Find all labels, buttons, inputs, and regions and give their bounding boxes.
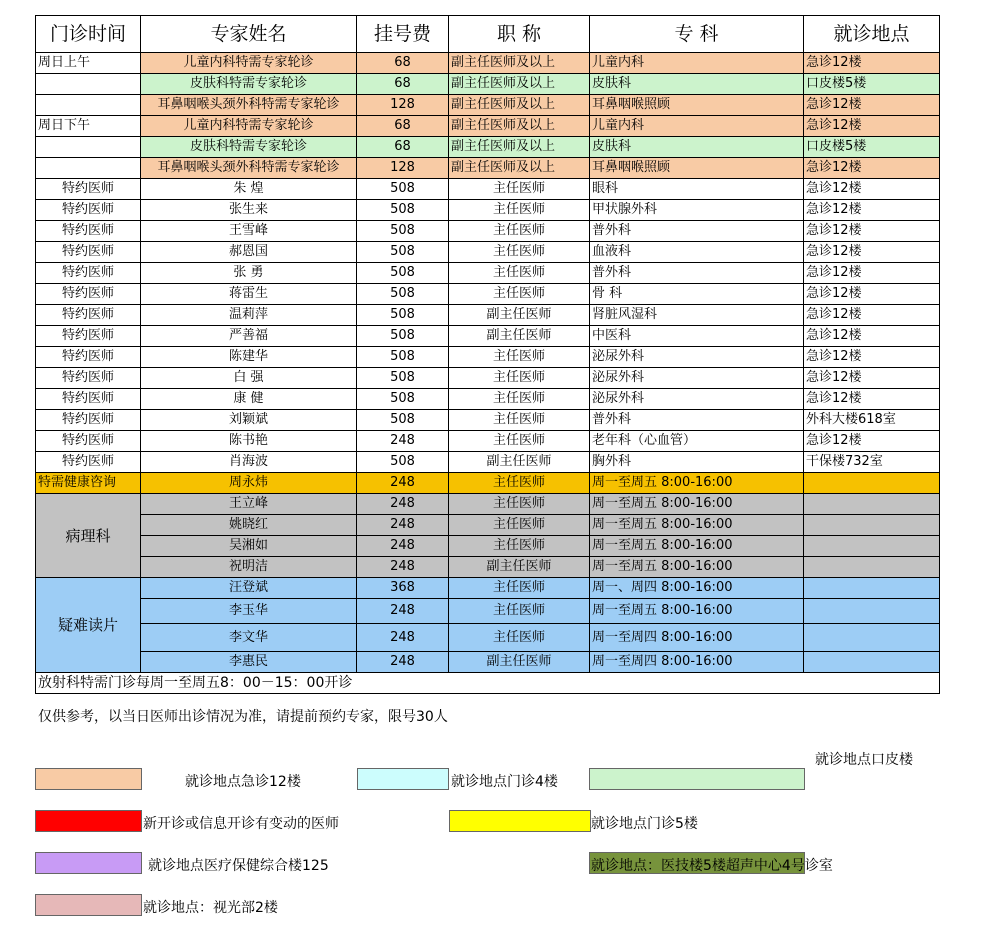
cell-fee: 508 [357,221,449,242]
cell-title: 主任医师 [449,473,590,494]
legend-label: 就诊地点口皮楼 [815,752,913,768]
cell-name: 李文华 [141,624,357,652]
table-row [36,179,940,200]
cell-dept: 耳鼻咽喉照顾 [590,158,804,179]
header-row [36,16,940,53]
cell-time: 特约医师 [36,452,141,473]
cell-dept: 普外科 [590,263,804,284]
cell-name: 耳鼻咽喉头颈外科特需专家轮诊 [141,95,357,116]
cell-title: 副主任医师 [449,326,590,347]
header-fee: 挂号费 [357,16,449,53]
cell-location [804,515,940,536]
cell-name: 祝明洁 [141,557,357,578]
cell-dept: 老年科（心血管） [590,431,804,452]
cell-name: 吴湘如 [141,536,357,557]
cell-name: 周永炜 [141,473,357,494]
cell-dept: 胸外科 [590,452,804,473]
cell-name: 肖海波 [141,452,357,473]
cell-location: 干保楼732室 [804,452,940,473]
cell-location: 急诊12楼 [804,221,940,242]
table-row [36,431,940,452]
cell-time: 特约医师 [36,431,141,452]
cell-title: 主任医师 [449,494,590,515]
cell-dept: 周一至周五 8:00-16:00 [590,599,804,624]
cell-location [804,652,940,673]
cell-name: 李惠民 [141,652,357,673]
cell-title: 主任医师 [449,536,590,557]
cell-title: 主任医师 [449,263,590,284]
table-row [36,536,940,557]
header-dept: 专 科 [590,16,804,53]
cell-title: 主任医师 [449,578,590,599]
cell-title: 副主任医师及以上 [449,74,590,95]
cell-name: 耳鼻咽喉头颈外科特需专家轮诊 [141,158,357,179]
cell-fee: 248 [357,599,449,624]
legend-swatch [35,852,142,874]
table-row [36,221,940,242]
table-row [36,242,940,263]
cell-time: 周日下午 [36,116,141,137]
cell-location: 口皮楼5楼 [804,137,940,158]
cell-time: 周日上午 [36,53,141,74]
cell-title: 副主任医师及以上 [449,116,590,137]
cell-fee: 248 [357,557,449,578]
cell-dept: 骨 科 [590,284,804,305]
cell-location: 急诊12楼 [804,158,940,179]
cell-location: 外科大楼618室 [804,410,940,431]
cell-fee: 68 [357,137,449,158]
table-row [36,53,940,74]
table-row [36,116,940,137]
cell-fee: 368 [357,578,449,599]
cell-location [804,578,940,599]
table-row [36,347,940,368]
cell-name: 李玉华 [141,599,357,624]
cell-title: 主任医师 [449,200,590,221]
cell-fee: 508 [357,284,449,305]
cell-title: 副主任医师 [449,652,590,673]
cell-time: 特约医师 [36,326,141,347]
table-row [36,557,940,578]
cell-location: 急诊12楼 [804,53,940,74]
legend-label: 就诊地点：医技楼5楼超声中心4号诊室 [591,858,833,874]
header-time: 门诊时间 [36,16,141,53]
cell-name: 王立峰 [141,494,357,515]
legend-label: 就诊地点门诊4楼 [451,774,558,790]
cell-fee: 508 [357,179,449,200]
cell-dept: 皮肤科 [590,74,804,95]
cell-name: 皮肤科特需专家轮诊 [141,137,357,158]
cell-title: 主任医师 [449,624,590,652]
cell-location: 急诊12楼 [804,326,940,347]
legend-swatch [589,768,805,790]
legend-swatch [35,810,142,832]
cell-dept: 耳鼻咽喉照顾 [590,95,804,116]
legend-label: 就诊地点：视光部2楼 [143,900,278,916]
cell-location [804,494,940,515]
cell-title: 副主任医师及以上 [449,137,590,158]
cell-time: 特约医师 [36,221,141,242]
cell-fee: 248 [357,431,449,452]
cell-time: 特约医师 [36,410,141,431]
cell-dept: 周一至周四 8:00-16:00 [590,624,804,652]
legend-label: 就诊地点医疗保健综合楼125 [148,858,329,874]
cell-dept: 肾脏风湿科 [590,305,804,326]
cell-dept: 眼科 [590,179,804,200]
cell-dept: 泌尿外科 [590,368,804,389]
cell-fee: 508 [357,389,449,410]
cell-fee: 508 [357,347,449,368]
cell-dept: 普外科 [590,221,804,242]
cell-name: 蒋雷生 [141,284,357,305]
table-row [36,515,940,536]
table-row [36,578,940,599]
cell-time: 特约医师 [36,179,141,200]
cell-location: 急诊12楼 [804,116,940,137]
cell-dept: 血液科 [590,242,804,263]
cell-time: 特约医师 [36,347,141,368]
table-row [36,284,940,305]
cell-location: 急诊12楼 [804,305,940,326]
cell-title: 主任医师 [449,221,590,242]
cell-location: 急诊12楼 [804,431,940,452]
cell-dept: 中医科 [590,326,804,347]
table-row [36,74,940,95]
legend-label: 就诊地点急诊12楼 [185,774,301,790]
cell-name: 皮肤科特需专家轮诊 [141,74,357,95]
legend-swatch [449,810,591,832]
cell-fee: 508 [357,410,449,431]
cell-time: 特需健康咨询 [36,473,141,494]
cell-name: 陈建华 [141,347,357,368]
cell-title: 主任医师 [449,389,590,410]
cell-name: 王雪峰 [141,221,357,242]
cell-fee: 248 [357,652,449,673]
cell-location [804,536,940,557]
cell-title: 主任医师 [449,410,590,431]
cell-time: 特约医师 [36,389,141,410]
table-row [36,624,940,652]
cell-fee: 508 [357,263,449,284]
table-row [36,368,940,389]
cell-location: 急诊12楼 [804,284,940,305]
legend-swatch [35,894,142,916]
cell-dept: 周一至周五 8:00-16:00 [590,494,804,515]
table-row [36,473,940,494]
table-row [36,137,940,158]
cell-location [804,473,940,494]
cell-name: 姚晓红 [141,515,357,536]
cell-location [804,557,940,578]
cell-title: 主任医师 [449,431,590,452]
cell-title: 副主任医师及以上 [449,95,590,116]
group-label-pathology: 病理科 [36,494,141,578]
cell-name: 温莉萍 [141,305,357,326]
cell-fee: 128 [357,158,449,179]
table-row [36,410,940,431]
table-row [36,389,940,410]
cell-dept: 皮肤科 [590,137,804,158]
header-title: 职 称 [449,16,590,53]
cell-title: 主任医师 [449,599,590,624]
table-row [36,95,940,116]
legend-label: 新开诊或信息开诊有变动的医师 [143,816,339,832]
cell-fee: 248 [357,536,449,557]
cell-time [36,158,141,179]
cell-fee: 68 [357,116,449,137]
table-row [36,158,940,179]
cell-fee: 508 [357,368,449,389]
cell-dept: 儿童内科 [590,53,804,74]
cell-fee: 248 [357,515,449,536]
cell-time: 特约医师 [36,242,141,263]
cell-fee: 248 [357,473,449,494]
cell-time: 特约医师 [36,368,141,389]
cell-name: 刘颖斌 [141,410,357,431]
cell-name: 儿童内科特需专家轮诊 [141,53,357,74]
table-row [36,263,940,284]
cell-time: 特约医师 [36,200,141,221]
cell-location [804,599,940,624]
table-row [36,326,940,347]
legend-swatch [357,768,449,790]
cell-location: 急诊12楼 [804,242,940,263]
cell-name: 严善福 [141,326,357,347]
cell-dept: 甲状腺外科 [590,200,804,221]
cell-time: 特约医师 [36,305,141,326]
cell-dept: 儿童内科 [590,116,804,137]
cell-dept: 泌尿外科 [590,347,804,368]
cell-time [36,74,141,95]
cell-dept: 周一至周五 8:00-16:00 [590,515,804,536]
cell-name: 朱 煌 [141,179,357,200]
cell-time: 特约医师 [36,263,141,284]
cell-location: 急诊12楼 [804,179,940,200]
cell-fee: 508 [357,242,449,263]
footer-row [36,673,940,694]
cell-name: 汪登斌 [141,578,357,599]
cell-fee: 508 [357,452,449,473]
cell-dept: 周一至周五 8:00-16:00 [590,536,804,557]
cell-title: 副主任医师 [449,452,590,473]
cell-name: 白 强 [141,368,357,389]
cell-dept: 周一至周四 8:00-16:00 [590,652,804,673]
cell-name: 康 健 [141,389,357,410]
footer-text: 放射科特需门诊每周一至周五8：00－15：00开诊 [36,673,940,694]
legend-label: 就诊地点门诊5楼 [591,816,698,832]
table-row [36,305,940,326]
cell-title: 主任医师 [449,242,590,263]
cell-fee: 68 [357,53,449,74]
cell-title: 主任医师 [449,515,590,536]
cell-location: 急诊12楼 [804,95,940,116]
cell-fee: 508 [357,326,449,347]
cell-time [36,137,141,158]
header-location: 就诊地点 [804,16,940,53]
cell-dept: 普外科 [590,410,804,431]
cell-dept: 周一至周五 8:00-16:00 [590,473,804,494]
cell-name: 张生来 [141,200,357,221]
cell-fee: 508 [357,305,449,326]
cell-location [804,624,940,652]
cell-fee: 128 [357,95,449,116]
cell-title: 主任医师 [449,179,590,200]
cell-fee: 248 [357,494,449,515]
cell-time [36,95,141,116]
cell-name: 陈书艳 [141,431,357,452]
table-row [36,200,940,221]
cell-dept: 泌尿外科 [590,389,804,410]
legend-swatch [35,768,142,790]
note-text: 仅供参考，以当日医师出诊情况为准，请提前预约专家，限号30人 [38,709,448,725]
group-label-reading: 疑难读片 [36,578,141,673]
table-row [36,652,940,673]
cell-location: 急诊12楼 [804,347,940,368]
cell-name: 儿童内科特需专家轮诊 [141,116,357,137]
cell-location: 急诊12楼 [804,368,940,389]
table-row [36,494,940,515]
cell-location: 急诊12楼 [804,263,940,284]
header-name: 专家姓名 [141,16,357,53]
cell-title: 副主任医师 [449,305,590,326]
cell-name: 张 勇 [141,263,357,284]
cell-location: 急诊12楼 [804,200,940,221]
table-row [36,452,940,473]
cell-title: 主任医师 [449,368,590,389]
cell-title: 副主任医师 [449,557,590,578]
cell-title: 副主任医师及以上 [449,158,590,179]
cell-title: 副主任医师及以上 [449,53,590,74]
cell-dept: 周一、周四 8:00-16:00 [590,578,804,599]
cell-time: 特约医师 [36,284,141,305]
cell-name: 郝恩国 [141,242,357,263]
cell-location: 急诊12楼 [804,389,940,410]
cell-title: 主任医师 [449,284,590,305]
cell-dept: 周一至周五 8:00-16:00 [590,557,804,578]
table-row [36,599,940,624]
schedule-table [35,15,940,694]
cell-fee: 508 [357,200,449,221]
cell-fee: 248 [357,624,449,652]
cell-title: 主任医师 [449,347,590,368]
cell-location: 口皮楼5楼 [804,74,940,95]
cell-fee: 68 [357,74,449,95]
